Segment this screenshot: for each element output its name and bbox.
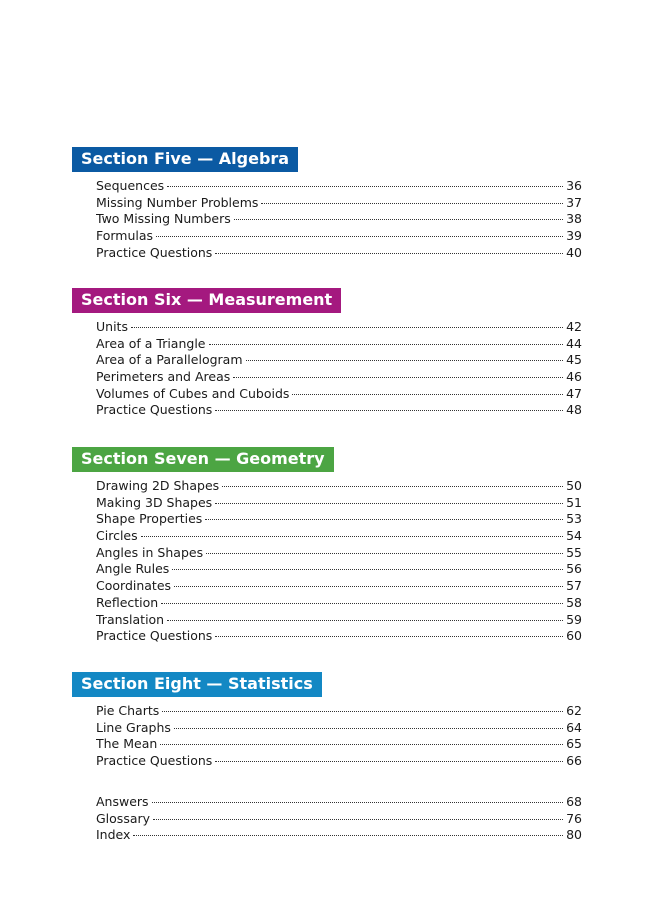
dot-leader xyxy=(233,377,563,378)
entry-page: 48 xyxy=(566,402,582,418)
section-heading: Section Five — Algebra xyxy=(72,147,298,172)
entry-title: Angle Rules xyxy=(96,561,170,577)
entry-title: Practice Questions xyxy=(96,402,213,418)
entry-title: Practice Questions xyxy=(96,753,213,769)
dot-leader xyxy=(215,253,563,254)
entry-title: Shape Properties xyxy=(96,511,203,527)
toc-entry[interactable] xyxy=(96,195,582,212)
end-matter xyxy=(72,794,592,844)
entry-page: 60 xyxy=(566,628,582,644)
entry-title: Two Missing Numbers xyxy=(96,211,231,227)
toc-list xyxy=(72,794,592,844)
toc-entry[interactable] xyxy=(96,319,582,336)
toc-entry[interactable] xyxy=(96,794,582,811)
entry-page: 51 xyxy=(566,494,582,510)
toc-entry[interactable] xyxy=(96,827,582,844)
entry-title: Volumes of Cubes and Cuboids xyxy=(96,385,290,401)
dot-leader xyxy=(215,503,563,504)
dot-leader xyxy=(261,203,563,204)
entry-page: 80 xyxy=(566,827,582,843)
toc-entry[interactable] xyxy=(96,352,582,369)
entry-title: Units xyxy=(96,319,128,334)
entry-page: 47 xyxy=(566,385,582,401)
toc-entry[interactable] xyxy=(96,245,582,262)
entry-page: 54 xyxy=(566,528,582,544)
toc-entry[interactable] xyxy=(96,595,582,612)
dot-leader xyxy=(246,360,564,361)
dot-leader xyxy=(215,761,563,762)
entry-page: 55 xyxy=(566,544,582,560)
entry-title: Reflection xyxy=(96,594,159,610)
entry-page: 45 xyxy=(566,352,582,368)
entry-page: 42 xyxy=(566,319,582,334)
entry-page: 65 xyxy=(566,736,582,752)
entry-title: Line Graphs xyxy=(96,719,171,735)
entry-title: Area of a Parallelogram xyxy=(96,352,243,368)
toc-entry[interactable] xyxy=(96,402,582,419)
dot-leader xyxy=(292,394,563,395)
dot-leader xyxy=(172,569,563,570)
entry-page: 68 xyxy=(566,794,582,809)
entry-page: 53 xyxy=(566,511,582,527)
entry-title: Answers xyxy=(96,794,149,809)
entry-page: 59 xyxy=(566,611,582,627)
toc-entry[interactable] xyxy=(96,336,582,353)
entry-page: 46 xyxy=(566,369,582,385)
toc-entry[interactable] xyxy=(96,578,582,595)
dot-leader xyxy=(206,553,563,554)
entry-page: 62 xyxy=(566,703,582,718)
toc-entry[interactable] xyxy=(96,628,582,645)
dot-leader xyxy=(215,636,563,637)
toc-entry[interactable] xyxy=(96,211,582,228)
entry-page: 50 xyxy=(566,478,582,493)
dot-leader xyxy=(133,835,563,836)
dot-leader xyxy=(174,586,563,587)
section-five xyxy=(72,147,592,261)
toc-list xyxy=(72,319,592,419)
entry-title: Index xyxy=(96,827,131,843)
dot-leader xyxy=(167,186,563,187)
toc-entry[interactable] xyxy=(96,511,582,528)
toc-entry[interactable] xyxy=(96,495,582,512)
dot-leader xyxy=(141,536,563,537)
toc-entry[interactable] xyxy=(96,703,582,720)
dot-leader xyxy=(234,219,563,220)
toc-entry[interactable] xyxy=(96,720,582,737)
toc-list xyxy=(72,178,592,261)
entry-title: Glossary xyxy=(96,810,151,826)
entry-title: Practice Questions xyxy=(96,244,213,260)
entry-title: The Mean xyxy=(96,736,158,752)
entry-page: 39 xyxy=(566,228,582,244)
entry-title: Making 3D Shapes xyxy=(96,494,213,510)
section-heading: Section Six — Measurement xyxy=(72,288,341,313)
entry-title: Coordinates xyxy=(96,578,172,594)
entry-title: Formulas xyxy=(96,228,154,244)
entry-title: Perimeters and Areas xyxy=(96,369,231,385)
entry-title: Area of a Triangle xyxy=(96,335,206,351)
entry-page: 38 xyxy=(566,211,582,227)
toc-entry[interactable] xyxy=(96,561,582,578)
toc-entry[interactable] xyxy=(96,753,582,770)
toc-entry[interactable] xyxy=(96,736,582,753)
toc-entry[interactable] xyxy=(96,811,582,828)
dot-leader xyxy=(222,486,563,487)
dot-leader xyxy=(162,711,563,712)
entry-title: Translation xyxy=(96,611,165,627)
dot-leader xyxy=(131,327,563,328)
toc-entry[interactable] xyxy=(96,612,582,629)
dot-leader xyxy=(153,819,563,820)
toc-list xyxy=(72,703,592,770)
entry-page: 76 xyxy=(566,810,582,826)
entry-page: 37 xyxy=(566,194,582,210)
section-eight xyxy=(72,672,592,770)
entry-page: 36 xyxy=(566,178,582,193)
toc-entry[interactable] xyxy=(96,178,582,195)
section-heading: Section Eight — Statistics xyxy=(72,672,322,697)
dot-leader xyxy=(161,603,563,604)
entry-page: 57 xyxy=(566,578,582,594)
entry-title: Angles in Shapes xyxy=(96,544,204,560)
toc-entry[interactable] xyxy=(96,369,582,386)
toc-entry[interactable] xyxy=(96,228,582,245)
dot-leader xyxy=(152,802,564,803)
toc-entry[interactable] xyxy=(96,478,582,495)
dot-leader xyxy=(215,410,563,411)
dot-leader xyxy=(156,236,563,237)
dot-leader xyxy=(174,728,563,729)
toc-entry[interactable] xyxy=(96,545,582,562)
entry-page: 44 xyxy=(566,335,582,351)
entry-title: Practice Questions xyxy=(96,628,213,644)
entry-page: 66 xyxy=(566,753,582,769)
section-seven xyxy=(72,447,592,645)
toc-list xyxy=(72,478,592,645)
section-heading: Section Seven — Geometry xyxy=(72,447,334,472)
entry-title: Missing Number Problems xyxy=(96,194,259,210)
dot-leader xyxy=(167,620,563,621)
entry-page: 40 xyxy=(566,244,582,260)
toc-entry[interactable] xyxy=(96,528,582,545)
entry-page: 56 xyxy=(566,561,582,577)
dot-leader xyxy=(209,344,564,345)
entry-title: Drawing 2D Shapes xyxy=(96,478,220,493)
toc-entry[interactable] xyxy=(96,386,582,403)
entry-title: Pie Charts xyxy=(96,703,160,718)
entry-title: Sequences xyxy=(96,178,165,193)
entry-title: Circles xyxy=(96,528,138,544)
entry-page: 64 xyxy=(566,719,582,735)
section-six xyxy=(72,288,592,419)
dot-leader xyxy=(160,744,563,745)
entry-page: 58 xyxy=(566,594,582,610)
dot-leader xyxy=(205,519,563,520)
